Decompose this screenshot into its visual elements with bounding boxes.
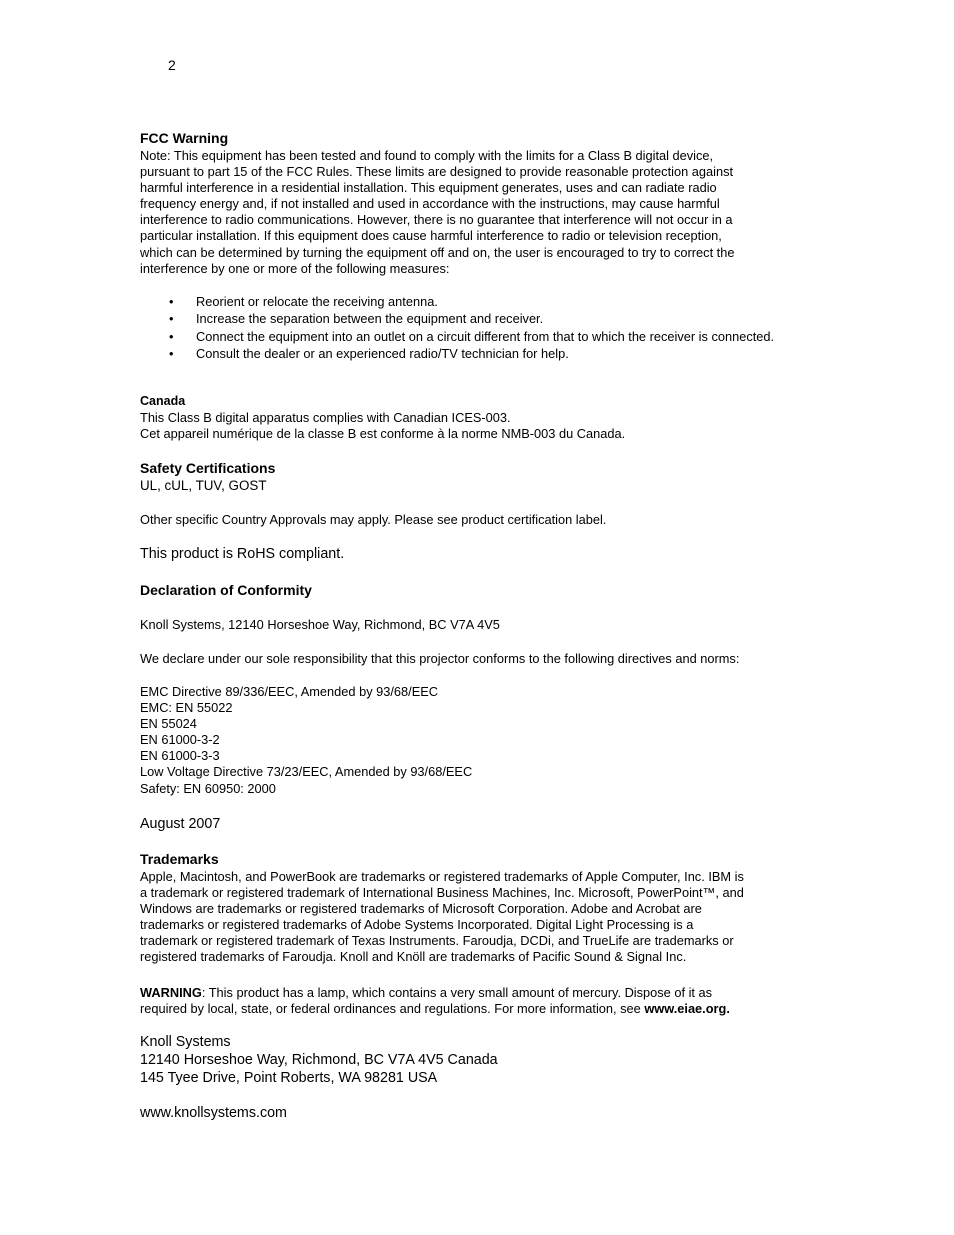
warning-label: WARNING [140,985,202,1000]
norm-line: EN 55024 [140,716,197,732]
trademarks-body [140,869,744,966]
trademark-line: Apple, Macintosh, and PowerBook are trademarks or registered trademarks of Apple Computer, Inc. IBM is [140,869,744,884]
canada-line-fr: Cet appareil numérique de la classe B est conforme à la norme NMB-003 du Canada. [140,426,626,441]
list-item: • Consult the dealer or an experienced radio/TV technician for help. [169,345,569,361]
contact-company: Knoll Systems [140,1034,231,1050]
contact-address-canada: 12140 Horseshoe Way, Richmond, BC V7A 4V5 Canada [140,1052,498,1068]
list-item: • Reorient or relocate the receiving antenna. [169,294,438,309]
trademark-line: a trademark or registered trademark of International Business Machines, Inc. Microsoft, PowerPoint™, and [140,885,744,901]
country-approvals-note: Other specific Country Approvals may apply. Please see product certification label. [140,512,607,527]
fcc-line: Note: This equipment has been tested and found to comply with the limits for a Class B digital device, [140,148,714,163]
fcc-line: particular installation. If this equipment does cause harmful interference to radio or television reception, [140,228,722,244]
canada-line-en: This Class B digital apparatus complies with Canadian ICES-003. [140,410,511,425]
norm-line: EMC: EN 55022 [140,700,233,716]
trademark-line: Windows are trademarks or registered trademarks of Microsoft Corporation. Adobe and Acrobat are [140,901,702,917]
fcc-warning-title: FCC Warning [140,130,229,146]
fcc-line: interference by one or more of the following measures: [140,260,450,276]
canada-title: Canada [140,394,186,408]
bullet-icon: • [169,328,174,344]
fcc-line: harmful interference in a residential installation. This equipment generates, uses and can radiate radio [140,180,717,196]
declaration-date: August 2007 [140,816,221,832]
safety-certifications-list: UL, cUL, TUV, GOST [140,478,267,493]
rohs-statement: This product is RoHS compliant. [140,546,345,562]
norm-line: Safety: EN 60950: 2000 [140,780,276,796]
fcc-line: interference to radio communications. However, there is no guarantee that interference will not occur in a [140,212,733,228]
declaration-norms [140,684,472,797]
mercury-warning: WARNING: This product has a lamp, which contains a very small amount of mercury. Dispose of it as required by local, state, or federal ordinances and regulations. For more information, see www.eiae.org. [140,985,730,1017]
fcc-measures-list [140,294,780,363]
safety-certifications-title: Safety Certifications [140,460,276,476]
norm-line: EN 61000-3-3 [140,748,220,764]
declaration-title: Declaration of Conformity [140,582,312,598]
trademark-line: trademark or registered trademark of Texas Instruments. Faroudja, DCDi, and TrueLife are trademarks or [140,933,734,949]
bullet-icon: • [169,345,174,361]
list-item: • Increase the separation between the equipment and receiver. [169,311,544,327]
eiae-link[interactable]: www.eiae.org. [644,1001,730,1017]
norm-line: Low Voltage Directive 73/23/EEC, Amended by 93/68/EEC [140,764,473,780]
declaration-statement: We declare under our sole responsibility that this projector conforms to the following directives and norms: [140,651,740,666]
fcc-line: pursuant to part 15 of the FCC Rules. These limits are designed to provide reasonable protection against [140,164,734,180]
bullet-icon: • [169,294,174,309]
declaration-address: Knoll Systems, 12140 Horseshoe Way, Richmond, BC V7A 4V5 [140,617,500,632]
trademarks-title: Trademarks [140,851,219,867]
fcc-warning-body [140,148,734,277]
norm-line: EMC Directive 89/336/EEC, Amended by 93/68/EEC [140,684,439,699]
fcc-line: frequency energy and, if not installed and used in accordance with the instructions, may cause harmful [140,196,720,212]
contact-address-usa: 145 Tyee Drive, Point Roberts, WA 98281 USA [140,1070,438,1086]
fcc-line: which can be determined by turning the equipment off and on, the user is encouraged to try to correct the [140,244,735,260]
website-link[interactable]: www.knollsystems.com [140,1105,287,1121]
trademark-line: registered trademarks of Faroudja. Knoll and Knöll are trademarks of Pacific Sound & Signal Inc. [140,949,687,965]
list-item: • Connect the equipment into an outlet on a circuit different from that to which the receiver is connected. [169,328,775,344]
bullet-icon: • [169,311,174,327]
norm-line: EN 61000-3-2 [140,732,220,748]
trademark-line: trademarks or registered trademarks of Adobe Systems Incorporated. Digital Light Processing is a [140,917,694,933]
page-number: 2 [168,57,176,73]
